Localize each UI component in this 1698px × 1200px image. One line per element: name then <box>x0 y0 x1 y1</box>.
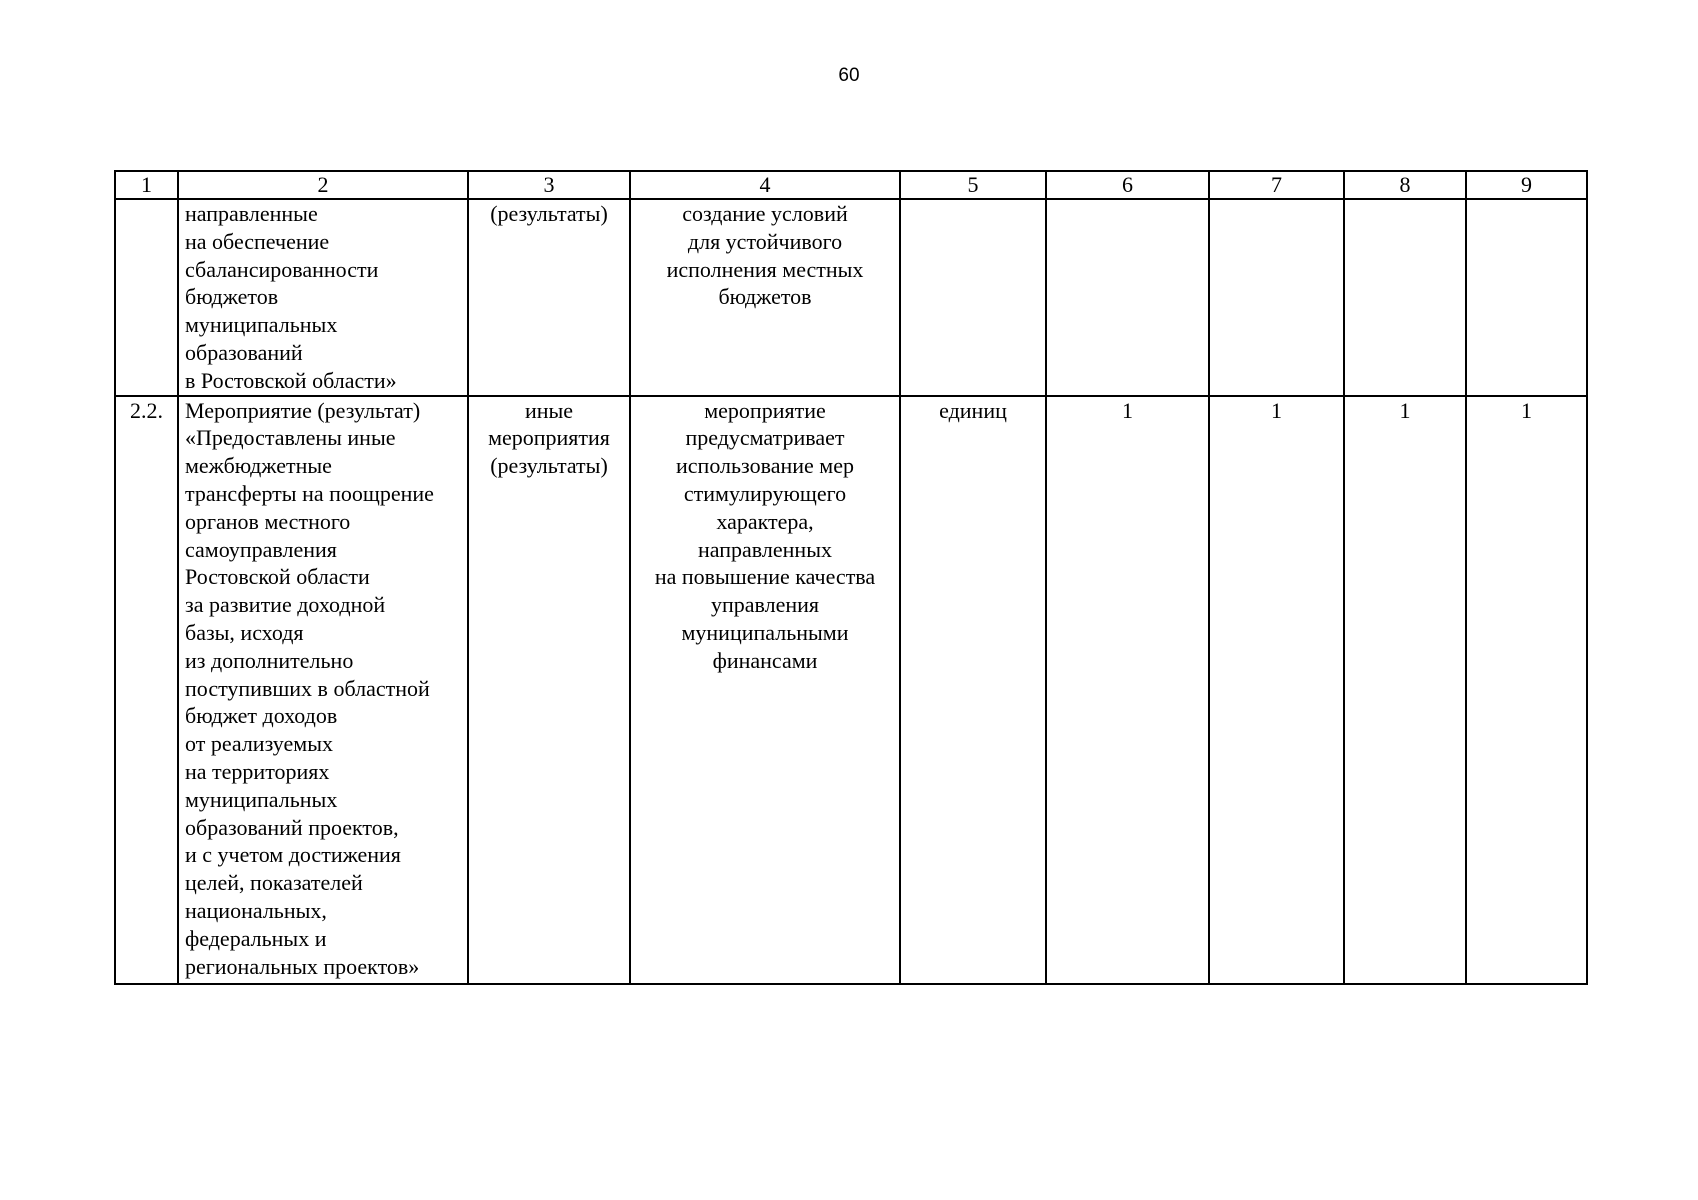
cell-text-line: национальных, <box>185 897 327 923</box>
value-cell-6: 1 <box>1046 396 1209 984</box>
column-number-1: 1 <box>115 171 178 199</box>
column-number-7: 7 <box>1209 171 1344 199</box>
unit-cell: единиц <box>900 396 1046 984</box>
cell-text-line: сбалансированности <box>185 256 379 282</box>
value-cell-9 <box>1466 199 1587 396</box>
cell-text-line: муниципальных <box>185 786 338 812</box>
column-number-3: 3 <box>468 171 630 199</box>
column-number-2: 2 <box>178 171 468 199</box>
measure-type-cell <box>468 396 630 984</box>
cell-text-line: использование мер <box>676 453 854 479</box>
table-row <box>115 199 1587 396</box>
cell-text-line: образований проектов, <box>185 814 399 840</box>
cell-text-line: стимулирующего <box>683 480 847 506</box>
cell-text-line: муниципальными <box>681 619 849 645</box>
cell-text-line: целей, показателей <box>185 870 363 896</box>
cell-text-line: в Ростовской области» <box>185 367 397 393</box>
column-number-8: 8 <box>1344 171 1466 199</box>
cell-text-line: Мероприятие (результат) <box>185 397 421 423</box>
cell-text-line: финансами <box>712 647 818 673</box>
cell-text-line: на обеспечение <box>185 228 330 254</box>
cell-text-line: (результаты) <box>490 453 608 479</box>
cell-text-line: самоуправления <box>185 536 337 562</box>
cell-text-line: характера, <box>716 508 814 534</box>
column-number-6: 6 <box>1046 171 1209 199</box>
row-number-cell <box>115 199 178 396</box>
measure-description-cell <box>630 396 900 984</box>
value-cell-6 <box>1046 199 1209 396</box>
measure-name-cell <box>178 396 468 984</box>
cell-text-line: управления <box>710 592 820 618</box>
cell-text-line: и с учетом достижения <box>185 842 401 868</box>
measures-table <box>114 170 1588 985</box>
cell-text-line: от реализуемых <box>185 731 333 757</box>
cell-text-line: исполнения местных <box>666 256 864 282</box>
column-number-5: 5 <box>900 171 1046 199</box>
cell-text-line: направленных <box>698 536 832 562</box>
cell-text-line: мероприятия <box>488 425 610 451</box>
table-row <box>115 396 1587 984</box>
column-number-9: 9 <box>1466 171 1587 199</box>
cell-text-line: межбюджетные <box>185 453 332 479</box>
cell-text-line: иные <box>524 397 574 423</box>
cell-text-line: бюджет доходов <box>185 703 338 729</box>
measure-type-cell <box>468 199 630 396</box>
value-cell-8 <box>1344 199 1466 396</box>
cell-text-line: бюджетов <box>185 284 279 310</box>
cell-text-line: муниципальных <box>185 312 338 338</box>
measure-name-cell <box>178 199 468 396</box>
column-number-row <box>115 171 1587 199</box>
page-number: 60 <box>838 65 860 86</box>
value-cell-7: 1 <box>1209 396 1344 984</box>
cell-text-line: базы, исходя <box>185 619 304 645</box>
cell-text-line: органов местного <box>185 508 351 534</box>
cell-text-line: для устойчивого <box>687 228 843 254</box>
cell-text-line: образований <box>185 339 303 365</box>
row-number-cell: 2.2. <box>115 396 178 984</box>
measure-description-cell <box>630 199 900 396</box>
column-number-4: 4 <box>630 171 900 199</box>
cell-text-line: предусматривает <box>685 425 845 451</box>
cell-text-line: Ростовской области <box>185 564 370 590</box>
cell-text-line: мероприятие <box>704 397 826 423</box>
cell-text-line: федеральных и <box>185 925 327 951</box>
cell-text-line: бюджетов <box>718 284 812 310</box>
cell-text-line: за развитие доходной <box>185 592 386 618</box>
cell-text-line: (результаты) <box>490 201 608 226</box>
cell-text-line: поступивших в областной <box>185 675 430 701</box>
cell-text-line: на территориях <box>185 758 330 784</box>
value-cell-7 <box>1209 199 1344 396</box>
value-cell-9: 1 <box>1466 396 1587 984</box>
cell-text-line: «Предоставлены иные <box>185 425 396 451</box>
cell-text-line: из дополнительно <box>185 647 354 673</box>
value-cell-8: 1 <box>1344 396 1466 984</box>
cell-text-line: создание условий <box>682 201 848 226</box>
cell-text-line: региональных проектов» <box>185 953 420 979</box>
cell-text-line: трансферты на поощрение <box>185 480 434 506</box>
cell-text-line: направленные <box>185 201 318 226</box>
cell-text-line: на повышение качества <box>654 564 876 590</box>
unit-cell <box>900 199 1046 396</box>
